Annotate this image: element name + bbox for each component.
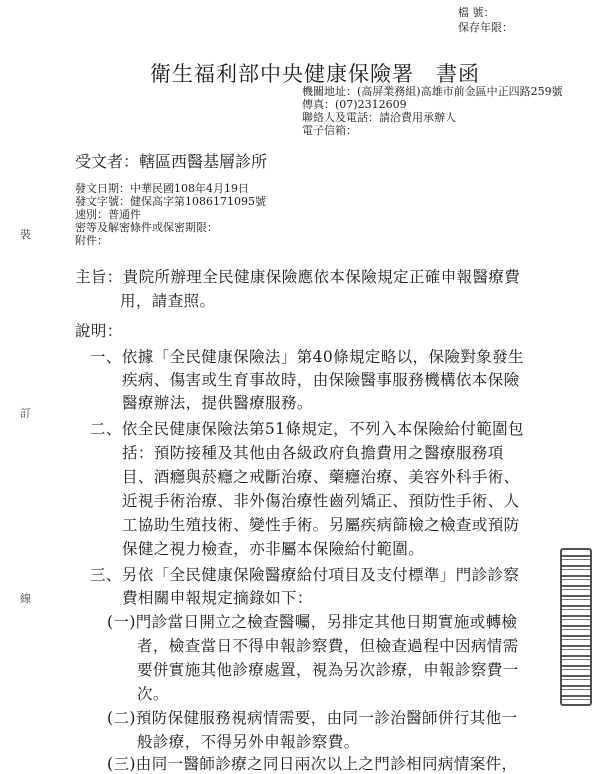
- item-1-line-3: 醫療辦法，提供醫療服務。: [122, 394, 313, 412]
- receipt-stamp: [560, 548, 592, 706]
- delivery-speed: 速別：普通件: [75, 208, 141, 221]
- item-3-line-1: 三、另依「全民健康保險醫療給付項目及支付標準」門診診察: [90, 566, 520, 584]
- item-1-line-1: 一、依據「全民健康保險法」第40條規定略以，保險對象發生: [90, 348, 524, 366]
- issue-number: 發文字號：健保高字第1086171095號: [75, 195, 266, 208]
- attachments: 附件：: [75, 234, 108, 247]
- document-title: 衛生福利部中央健康保險署 書函: [150, 62, 480, 86]
- agency-address: 機關地址：(高屏業務組)高雄市前金區中正四路259號: [302, 85, 563, 98]
- subitem-1-line-2: 者，檢查當日不得申報診察費，但檢查過程中因病情需: [137, 637, 519, 655]
- item-2-line-1: 二、依全民健康保險法第51條規定，不列入本保險給付範圍包: [90, 420, 524, 438]
- item-2-line-3: 目、酒癮與菸癮之戒斷治療、藥癮治療、美容外科手術、: [122, 468, 520, 486]
- explanation-label: 說明：: [75, 322, 123, 340]
- subitem-2-line-2: 般診療，不得另外申報診察費。: [137, 733, 360, 751]
- item-3-line-2: 費相關申報規定摘錄如下：: [122, 589, 313, 607]
- item-1-line-2: 疾病、傷害或生育事故時，由保險醫事服務機構依本保險: [122, 371, 520, 389]
- subitem-1-line-3: 要併實施其他診療處置，視為另次診療，申報診察費一: [137, 661, 519, 679]
- item-2-line-4: 近視手術治療、非外傷治療性齒列矯正、預防性手術、人: [122, 492, 520, 510]
- binding-mark-bottom: 線: [20, 592, 31, 605]
- subject-line-2: 用，請查照。: [120, 292, 216, 310]
- file-number-label: 檔 號：: [458, 6, 495, 19]
- subitem-2-line-1: (二)預防保健服務視病情需要，由同一診治醫師併行其他一: [107, 709, 518, 727]
- agency-fax: 傳真：(07)2312609: [302, 98, 407, 111]
- agency-email: 電子信箱：: [302, 124, 357, 137]
- retention-label: 保存年限：: [458, 21, 513, 34]
- subitem-1-line-1: (一)門診當日開立之檢查醫囑，另排定其他日期實施或轉檢: [107, 613, 518, 631]
- binding-mark-top: 裝: [20, 228, 31, 241]
- subitem-1-line-4: 次。: [137, 685, 169, 703]
- item-2-line-5: 工協助生殖技術、變性手術。另屬疾病篩檢之檢查或預防: [122, 516, 520, 534]
- item-2-line-2: 括：預防接種及其他由各級政府負擔費用之醫療服務項: [122, 444, 504, 462]
- recipient: 受文者：轄區西醫基層診所: [75, 152, 268, 171]
- binding-mark-mid: 訂: [20, 407, 31, 420]
- issue-date: 發文日期：中華民國108年4月19日: [75, 182, 249, 195]
- subitem-3-line-1: (三)由同一醫師診療之同日兩次以上之門診相同病情案件，: [107, 755, 518, 773]
- agency-contact: 聯絡人及電話：請洽費用承辦人: [302, 111, 456, 124]
- subject-line-1: 主旨：貴院所辦理全民健康保險應依本保險規定正確申報醫療費: [75, 268, 521, 286]
- security-level: 密等及解密條件或保密期限：: [75, 221, 218, 234]
- item-2-line-6: 保健之視力檢查，亦非屬本保險給付範圍。: [122, 540, 425, 558]
